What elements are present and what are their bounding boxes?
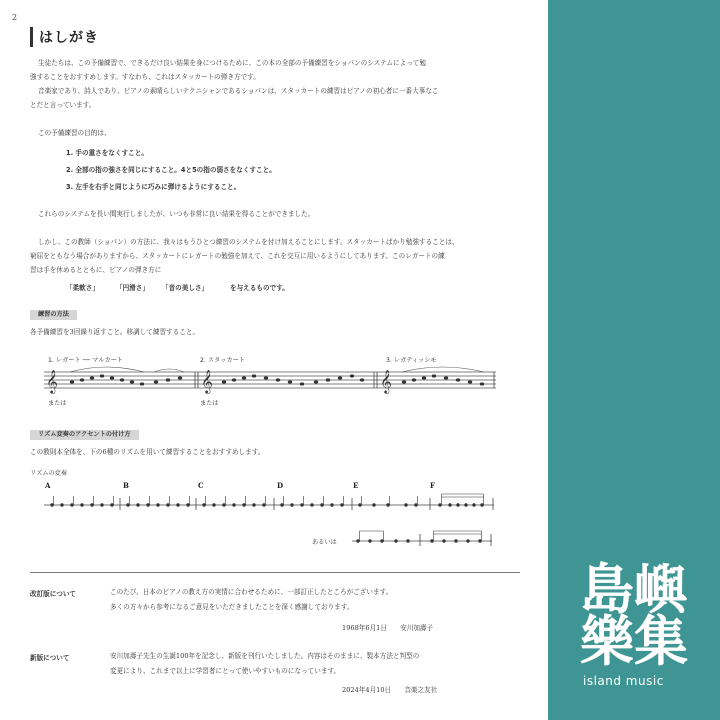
- intro-line-2: 強することをおすすめします。すなわち、これはスタッカートの弾き方です。: [30, 73, 260, 81]
- new-edition-line-1: 安川加壽子先生の生誕100年を記念し、新版を刊行いたしました。内容はそのままに、製本方法と判型の: [110, 652, 420, 660]
- quality-smoothness: 「円滑さ」: [116, 284, 149, 292]
- addition-line-2: 窮屈をともなう場合がありますから、スタッカートにレガートの勉強を加えて、これを交互に用いるようにしてあります。このレガートの練: [30, 252, 445, 260]
- addition-line-1: しかし、この教師（ショパン）の方法に、我々はもうひとつ練習のシステムを付け加えることにします。スタッカートばかり勉強することは、: [38, 238, 459, 246]
- page-number: 2: [12, 13, 18, 22]
- revised-heading: 改訂版について: [30, 590, 77, 598]
- logo-char-3: 樂: [580, 610, 634, 673]
- quality-softness: 「柔軟さ」: [66, 284, 99, 292]
- rhythm-letter-a: A: [45, 481, 51, 490]
- new-edition-heading: 新版について: [30, 654, 70, 662]
- purpose-item-3: 3. 左手を右手と同じように巧みに弾けるようにすること。: [66, 183, 241, 191]
- rhythm-label: リズムの変奏: [30, 470, 68, 477]
- treble-clef-icon-3: 𝄞: [380, 369, 392, 393]
- addition-line-3: 習は手を休めるとともに、ピアノの弾き方に: [30, 266, 162, 274]
- revised-line-1: このたび、日本のピアノの教え方の実情に合わせるために、一部訂正したところがございます。: [110, 588, 393, 596]
- quality-tail: を与えるものです。: [230, 284, 289, 292]
- rhythm-alt-line: [352, 528, 492, 548]
- new-edition-line-2: 変更により、これまで以上に学習者にとって使いやすいものになっています。: [110, 667, 341, 675]
- staff-lines: [44, 372, 496, 388]
- rhythm-letter-f: F: [430, 481, 435, 490]
- title-marker: [30, 27, 33, 47]
- purpose-item-2: 2. 全部の指の強さを同じにすること。4と5の指の弱さをなくすこと。: [66, 166, 276, 174]
- rhythm-line: [44, 490, 494, 512]
- rhythm-letter-b: B: [123, 481, 129, 490]
- intro-line-4: とだと言っています。: [30, 101, 96, 109]
- alt-or-2: または: [200, 400, 219, 407]
- page-title: はしがき: [39, 30, 99, 46]
- alt-or-1: または: [48, 400, 67, 407]
- treble-clef-icon-2: 𝄞: [201, 369, 213, 393]
- rhythm-letter-c: C: [198, 481, 204, 490]
- logo-char-1: 島: [580, 558, 634, 621]
- rhythm-text: この教則本全体を、下の6種のリズムを用いて練習することをおすすめします。: [30, 448, 265, 456]
- practice-staff: [44, 366, 496, 396]
- logo-char-2: 嶼: [634, 558, 688, 621]
- rhythm-heading: リズム変奏のアクセントの付け方: [30, 430, 139, 440]
- intro-line-3: 音楽家であり、詩人であり、ピアノの素晴らしいテクニシャンであるショパンは、スタッカートの練習はピアノの初心者に一番大事なこ: [38, 87, 439, 95]
- example-2-label: 2. スタッカート: [200, 357, 245, 364]
- revised-signature: 1968年6月1日 安川加壽子: [342, 624, 434, 632]
- rhythm-alt-label: あるいは: [312, 539, 337, 546]
- new-edition-signature: 2024年4月10日 音楽之友社: [342, 686, 438, 694]
- treble-clef-icon: 𝄞: [46, 369, 58, 393]
- intro-line-1: 生徒たちは、この予備練習で、できるだけ良い結果を身につけるために、この本の全部の予備練習をショパンのシステムによって勉: [38, 59, 426, 67]
- example-1-label: 1. レガート ── マルカート: [48, 357, 123, 364]
- logo-subtitle: island music: [583, 674, 664, 688]
- revised-line-2: 多くの方々から参考になるご意見をいただきましたことを深く感謝しております。: [110, 603, 354, 611]
- quality-beauty: 「音の美しさ」: [162, 284, 209, 292]
- purpose-item-1: 1. 手の重さをなくすこと。: [66, 149, 148, 157]
- purpose-lead: この予備練習の目的は、: [38, 129, 111, 137]
- rhythm-stems: [54, 494, 484, 505]
- example-3-label: 3. レガティッシモ: [386, 357, 437, 364]
- logo-char-4: 集: [634, 610, 688, 673]
- practice-text: 各予備練習を3回繰り返すこと。移調して練習すること。: [30, 328, 200, 336]
- practice-heading: 練習の方法: [30, 310, 77, 320]
- rhythm-letter-e: E: [353, 481, 359, 490]
- purpose-result: これらのシステムを長い間実行しましたが、いつも非常に良い結果を得ることができました。: [38, 210, 315, 218]
- slurs: [70, 367, 484, 372]
- rhythm-letter-d: D: [277, 481, 284, 490]
- notes-divider: [30, 572, 520, 573]
